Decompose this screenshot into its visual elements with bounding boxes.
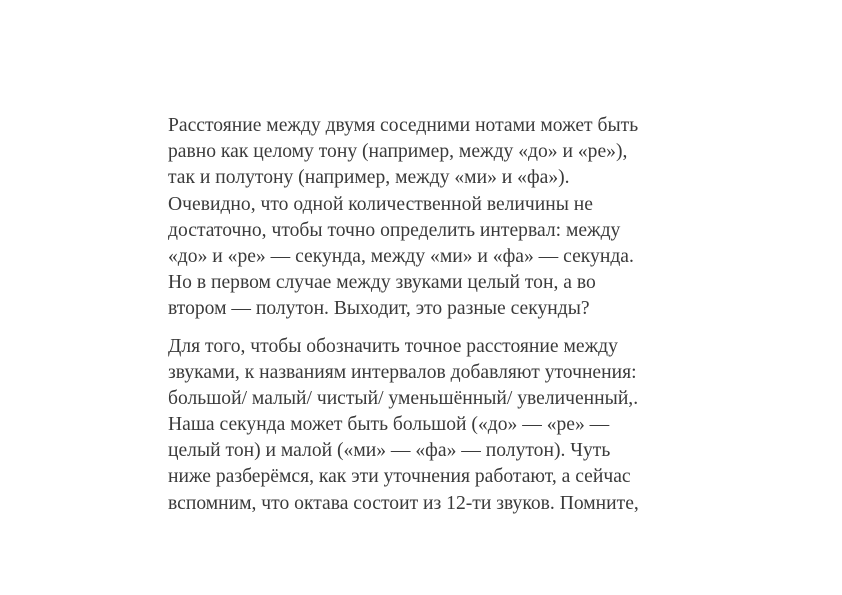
text-line: Но в первом случае между звуками целый тон, а во xyxy=(168,272,596,294)
text-line: Расстояние между двумя соседними нотами может быть xyxy=(168,115,639,136)
text-line: большой/ малый/ чистый/ уменьшённый/ увеличенный,. xyxy=(168,387,639,409)
text-line: так и полутону (например, между «ми» и «фа»). xyxy=(168,167,570,189)
text-line: вспомним, что октава состоит из 12-ти звуков. Помните, xyxy=(168,492,639,514)
paragraph-1 xyxy=(168,113,708,323)
text-line: равно как целому тону (например, между «до» и «ре»), xyxy=(168,141,628,163)
text-line: достаточно, чтобы точно определить интервал: между xyxy=(168,219,621,241)
paragraph-spacer xyxy=(168,323,708,334)
text-line: Наша секунда может быть большой («до» — «ре» — xyxy=(168,414,610,436)
text-line: звуками, к названиям интервалов добавляют уточнения: xyxy=(168,361,637,383)
text-block xyxy=(168,113,708,517)
text-line: целый тон) и малой («ми» — «фа» — полутон). Чуть xyxy=(168,440,611,462)
text-line: втором — полутон. Выходит, это разные секунды? xyxy=(168,298,590,320)
text-line: Для того, чтобы обозначить точное расстояние между xyxy=(168,335,618,357)
text-line: ниже разберёмся, как эти уточнения работают, а сейчас xyxy=(168,466,631,488)
paragraph-2 xyxy=(168,334,708,517)
text-line: «до» и «ре» — секунда, между «ми» и «фа» — секунда. xyxy=(168,245,634,267)
text-line: Очевидно, что одной количественной величины не xyxy=(168,193,593,215)
